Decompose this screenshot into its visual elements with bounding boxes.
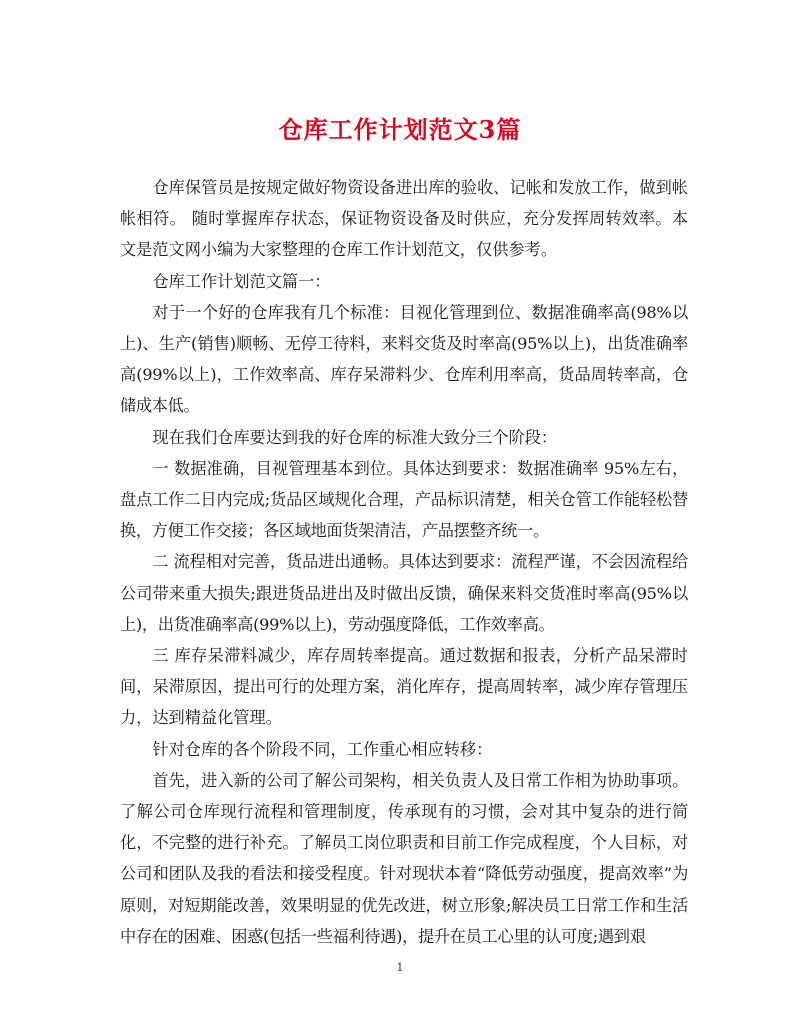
page-title: 仓库工作计划范文3篇 [278, 115, 522, 144]
paragraph-first-step: 首先，进入新的公司了解公司架构，相关负责人及日常工作相为协助事项。了解公司仓库现行流程和管理制度，传承现有的习惯，会对其中复杂的进行简化，不完整的进行补充。了解员工岗位职责和目前工作完成程度，个人目标，对公司和团队及我的看法和接受程度。针对现状本着“降低劳动强度，提高效率”为原则，对短期能改善，效果明显的优先改进，树立形象;解决员工日常工作和生活中存在的困难、困惑(包括一些福利待遇)，提升在员工心里的认可度;遇到艰 [120, 770, 688, 946]
paragraph-standards: 对于一个好的仓库我有几个标准：目视化管理到位、数据准确率高(98%以上)、生产(销售)顺畅、无停工待料，来料交货及时率高(95%以上)，出货准确率高(99%以上)，工作效率高、库存呆滞料少、仓库利用率高，货品周转率高，仓储成本低。 [120, 302, 688, 416]
paragraph-section-heading: 仓库工作计划范文篇一： [152, 271, 331, 291]
page-number: 1 [396, 961, 404, 974]
document-body [120, 172, 688, 952]
paragraph-stage-three: 三 库存呆滞料减少，库存周转率提高。通过数据和报表，分析产品呆滞时间，呆滞原因，提出可行的处理方案，消化库存，提高周转率，减少库存管理压力，达到精益化管理。 [120, 646, 688, 728]
paragraph-stage-one: 一 数据准确，目视管理基本到位。具体达到要求：数据准确率 95%左右，盘点工作二日内完成;货品区域规化合理，产品标识清楚，相关仓管工作能轻松替换，方便工作交接；各区域地面货架清洁，产品摆整齐统一。 [120, 458, 688, 541]
paragraph-stages-intro: 现在我们仓库要达到我的好仓库的标准大致分三个阶段： [152, 427, 558, 447]
paragraph-stage-two: 二 流程相对完善，货品进出通畅。具体达到要求：流程严谨，不会因流程给公司带来重大损失;跟进货品进出及时做出反馈，确保来料交货准时率高(95%以上)，出货准确率高(99%以上)，劳动强度降低，工作效率高。 [120, 552, 688, 634]
paragraph-focus-shift: 针对仓库的各个阶段不同，工作重心相应转移： [152, 739, 493, 759]
paragraph-intro: 仓库保管员是按规定做好物资设备进出库的验收、记帐和发放工作，做到帐帐相符。 随时掌握库存状态，保证物资设备及时供应，充分发挥周转效率。本文是范文网小编为大家整理的仓库工作计划范文，仅供参考。 [120, 178, 688, 260]
